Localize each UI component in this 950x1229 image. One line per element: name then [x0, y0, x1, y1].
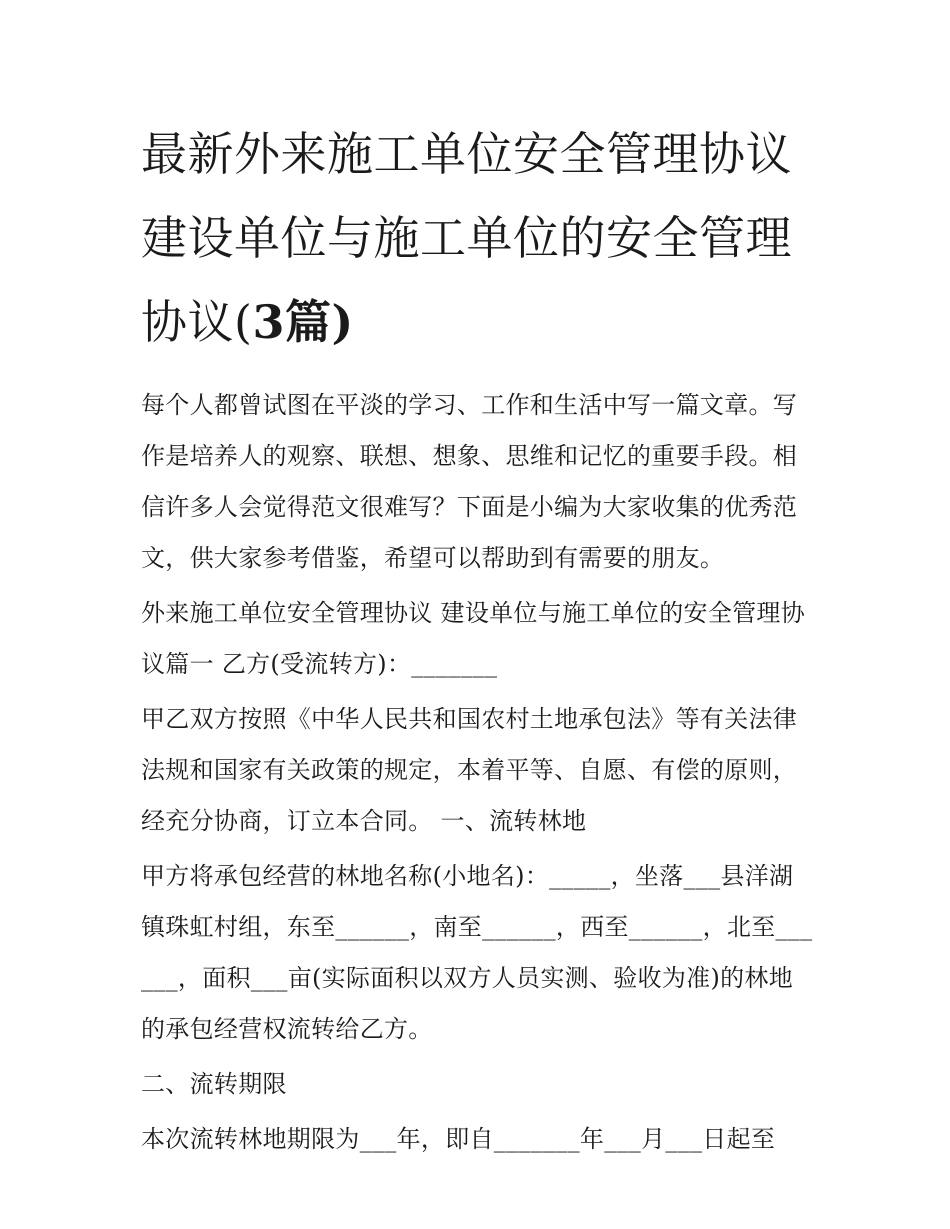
- term-paragraph: 本次流转林地期限为___年，即自_______年___月___日起至: [141, 1125, 776, 1153]
- document-page: [141, 112, 813, 1165]
- intro-paragraph: 每个人都曾试图在平淡的学习、工作和生活中写一篇文章。写作是培养人的观察、联想、想象、思维和记忆的重要手段。相信许多人会觉得范文很难写？下面是小编为大家收集的优秀范文，供大家参考借鉴，希望可以帮助到有需要的朋友。: [141, 391, 798, 572]
- article-heading-paragraph: 外来施工单位安全管理协议 建设单位与施工单位的安全管理协议篇一 乙方(受流转方)：_______: [141, 599, 806, 678]
- title-count: 3: [252, 295, 285, 349]
- land-transfer-paragraph: 甲方将承包经营的林地名称(小地名)：_____，坐落___县洋湖镇珠虹村组，东至______，南至______，西至______，北至______，面积___亩(实际面积以双方人员实测、验收为准)的林地的承包经营权流转给乙方。: [141, 862, 813, 1043]
- title-main-text: 最新外来施工单位安全管理协议 建设单位与施工单位的安全管理协议(: [141, 127, 792, 349]
- title-unit-text: 篇): [284, 295, 354, 349]
- document-title: [141, 112, 813, 364]
- section-heading-term: 二、流转期限: [141, 1070, 287, 1098]
- document-body: [141, 380, 813, 1165]
- agreement-basis-paragraph: 甲乙双方按照《中华人民共和国农村土地承包法》等有关法律法规和国家有关政策的规定，本着平等、自愿、有偿的原则，经充分协商，订立本合同。 一、流转林地: [141, 705, 798, 835]
